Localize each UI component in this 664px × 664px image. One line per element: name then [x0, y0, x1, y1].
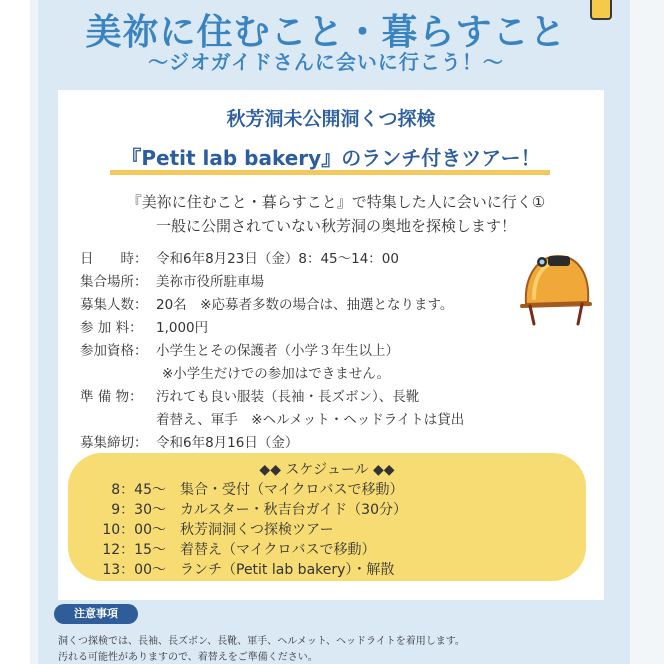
schedule-row [68, 499, 586, 519]
detail-value: 小学生とその保護者（小学３年生以上） [156, 343, 399, 359]
detail-value: 着替え、軍手 ※ヘルメット・ヘッドライトは貸出 [156, 412, 465, 428]
schedule-row [68, 559, 586, 579]
schedule-time: 9：30～ [111, 502, 166, 518]
schedule-heading: ◆◆ スケジュール ◆◆ [259, 462, 395, 478]
detail-value: 令和6年8月16日（金） [156, 435, 299, 451]
detail-label: 集合場所： [80, 274, 148, 290]
detail-value: 汚れても良い服装（長袖・長ズボン）、長靴 [156, 389, 420, 405]
detail-row-eligibility-note [80, 363, 600, 386]
notice-badge: 注意事項 [54, 604, 138, 624]
flyer-subtitle: ～ジオガイドさんに会いに行こう！～ [148, 50, 504, 74]
event-title: 秋芳洞未公開洞くつ探検 [226, 108, 436, 130]
detail-value: ※小学生だけでの参加はできません。 [162, 366, 391, 382]
detail-label: 募集締切： [80, 435, 148, 451]
detail-row-items-cont [80, 409, 600, 432]
notice-line-2: 汚れる可能性がありますので、着替えをご準備ください。 [58, 652, 318, 663]
schedule-time: 12：15～ [102, 542, 166, 558]
event-card [58, 90, 604, 600]
flyer-title: 美祢に住むこと・暮らすこと [85, 12, 567, 53]
detail-label: 準 備 物： [80, 389, 143, 405]
notice-line-1: 洞くつ探検では、長袖、長ズボン、長靴、軍手、ヘルメット、ヘッドライトを着用します。 [58, 636, 465, 647]
detail-value: 1,000円 [156, 320, 209, 336]
intro-line-1: 『美祢に住むこと・暮らすこと』で特集した人に会いに行く① [126, 193, 546, 211]
schedule-item: 秋芳洞洞くつ探検ツアー [180, 522, 334, 538]
schedule-item: ランチ（Petit lab bakery）・解散 [180, 562, 395, 578]
schedule-row [68, 519, 586, 539]
detail-value: 令和6年8月23日（金）8：45～14：00 [156, 251, 399, 267]
schedule-time: 13：00～ [102, 562, 166, 578]
intro-line-2: 一般に公開されていない秋芳洞の奥地を探検します！ [155, 217, 516, 235]
detail-label: 日 時： [80, 251, 148, 267]
schedule-box [68, 453, 586, 581]
detail-label: 参加資格： [80, 343, 148, 359]
event-subtitle: 『Petit lab bakery』のランチ付きツアー！ [121, 146, 541, 170]
detail-label: 参 加 料： [80, 320, 143, 336]
page-edge-right [630, 0, 664, 664]
schedule-row [68, 539, 586, 559]
schedule-item: 着替え（マイクロバスで移動） [180, 542, 376, 558]
schedule-item: 集合・受付（マイクロバスで移動） [180, 482, 404, 498]
schedule-time: 8：45～ [111, 482, 166, 498]
intro-text [96, 190, 576, 238]
schedule-row [68, 479, 586, 499]
helmet-icon [520, 246, 592, 328]
detail-row-deadline [80, 432, 600, 455]
detail-row-items [80, 386, 600, 409]
detail-value: 美祢市役所駐車場 [156, 274, 264, 290]
schedule-time: 10：00～ [102, 522, 166, 538]
detail-row-eligibility [80, 340, 600, 363]
lantern-decoration [590, 0, 612, 20]
detail-value: 20名 ※応募者多数の場合は、抽選となります。 [156, 297, 454, 313]
page-edge-left [30, 0, 38, 664]
schedule-item: カルスター・秋吉台ガイド（30分） [180, 502, 407, 518]
title-underline [110, 170, 550, 175]
detail-label: 募集人数： [80, 297, 148, 313]
